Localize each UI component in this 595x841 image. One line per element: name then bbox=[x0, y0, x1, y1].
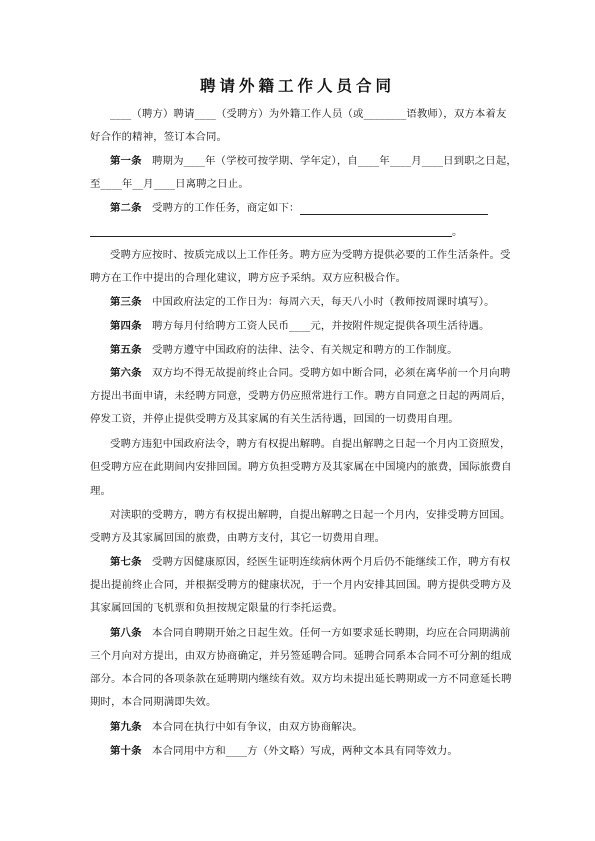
paragraph-line: 停发工资，并停止提供受聘方及其家属的有关生活待遇，回国的一切费用自理。 bbox=[90, 413, 459, 425]
paragraph-line: 聘方在工作中提出的合理化建议，聘方应予采纳。双方应积极合作。 bbox=[90, 272, 407, 284]
article-number: 第九条 bbox=[110, 721, 142, 733]
paragraph-line: ____（聘方）聘请____（受聘方）为外籍工作人员（或________语教师），双方本着友 bbox=[110, 108, 507, 120]
article-7 bbox=[110, 555, 510, 569]
paragraph-line: 三个月向对方提出，由双方协商确定，并另签延聘合同。延聘合同系本合同不可分割的组成 bbox=[90, 650, 512, 662]
article-4 bbox=[110, 319, 490, 333]
fill-in-blank-line bbox=[300, 214, 488, 215]
paragraph-line: 方提出书面申请，未经聘方同意，受聘方仍应照常进行工作。聘方自同意之日起的两周后， bbox=[90, 390, 512, 402]
article-2 bbox=[110, 201, 300, 215]
paragraph-line: 其家属回国的飞机票和负担按规定限量的行李托运费。 bbox=[90, 602, 343, 614]
article-text: 中国政府法定的工作日为：每周六天，每天八小时（教师按周课时填写）。 bbox=[151, 296, 495, 308]
article-number: 第六条 bbox=[110, 367, 142, 379]
article-number: 第一条 bbox=[110, 155, 142, 167]
article-9 bbox=[110, 720, 363, 734]
paragraph-line: 好合作的精神，签订本合同。 bbox=[90, 131, 228, 143]
article-number: 第十条 bbox=[110, 745, 142, 757]
paragraph-line: 对渎职的受聘方，聘方有权提出解聘，自提出解聘之日起一个月内，安排受聘方回国。 bbox=[110, 509, 511, 521]
article-number: 第二条 bbox=[110, 202, 142, 214]
fill-in-blank-line bbox=[90, 236, 452, 237]
period-mark: 。 bbox=[452, 226, 463, 238]
article-number: 第四条 bbox=[110, 320, 142, 332]
article-10 bbox=[110, 744, 458, 758]
article-text: 本合同在执行中如有争议，由双方协商解决。 bbox=[151, 721, 363, 733]
paragraph-line: 受聘方及其家属回国的旅费，由聘方支付，其它一切费用自理。 bbox=[90, 532, 386, 544]
paragraph-line: 受聘方应按时、按质完成以上工作任务。聘方应为受聘方提供必要的工作生活条件。受 bbox=[110, 249, 511, 261]
article-number: 第五条 bbox=[110, 344, 142, 356]
article-text: 聘期为____年（学校可按学期、学年定），自____年____月____日到职之日起， bbox=[151, 155, 517, 167]
article-number: 第七条 bbox=[110, 556, 142, 568]
document-title: 聘请外籍工作人员合同 bbox=[199, 76, 395, 95]
paragraph-line: 期时，本合同期满即失效。 bbox=[90, 696, 217, 708]
paragraph-line: 部分。本合同的各项条款在延聘期内继续有效。双方均未提出延长聘期或一方不同意延长聘 bbox=[90, 673, 512, 685]
article-5 bbox=[110, 343, 458, 357]
paragraph-line: 但受聘方应在此期间内安排回国。聘方负担受聘方及其家属在中国境内的旅费，国际旅费自 bbox=[90, 461, 512, 473]
article-text: 本合同用中方和____方（外文略）写成，两种文本具有同等效力。 bbox=[151, 745, 458, 757]
article-number: 第八条 bbox=[110, 627, 142, 639]
paragraph-line: 至____年__月____日离聘之日止。 bbox=[90, 178, 249, 190]
article-text: 本合同自聘期开始之日起生效。任何一方如要求延长聘期，均应在合同期满前 bbox=[151, 627, 511, 639]
article-6 bbox=[110, 366, 510, 380]
article-text: 受聘方的工作任务，商定如下： bbox=[151, 202, 300, 214]
article-text: 聘方每月付给聘方工资人民币____元，并按附件规定提供各项生活待遇。 bbox=[151, 320, 490, 332]
article-text: 双方均不得无故提前终止合同。受聘方如中断合同，必须在离华前一个月向聘 bbox=[151, 367, 511, 379]
article-1 bbox=[110, 154, 517, 168]
article-number: 第三条 bbox=[110, 296, 142, 308]
article-text: 受聘方因健康原因，经医生证明连续病休两个月后仍不能继续工作，聘方有权 bbox=[151, 556, 511, 568]
paragraph-line: 理。 bbox=[90, 485, 112, 497]
paragraph-line: 提出提前终止合同，并根据受聘方的健康状况，于一个月内安排其回国。聘方提供受聘方及 bbox=[90, 579, 512, 591]
article-text: 受聘方遵守中国政府的法律、法令、有关规定和聘方的工作制度。 bbox=[151, 344, 458, 356]
article-8 bbox=[110, 626, 510, 640]
article-3 bbox=[110, 295, 495, 309]
paragraph-line: 受聘方违犯中国政府法令，聘方有权提出解聘。自提出解聘之日起一个月内工资照发， bbox=[110, 438, 511, 450]
